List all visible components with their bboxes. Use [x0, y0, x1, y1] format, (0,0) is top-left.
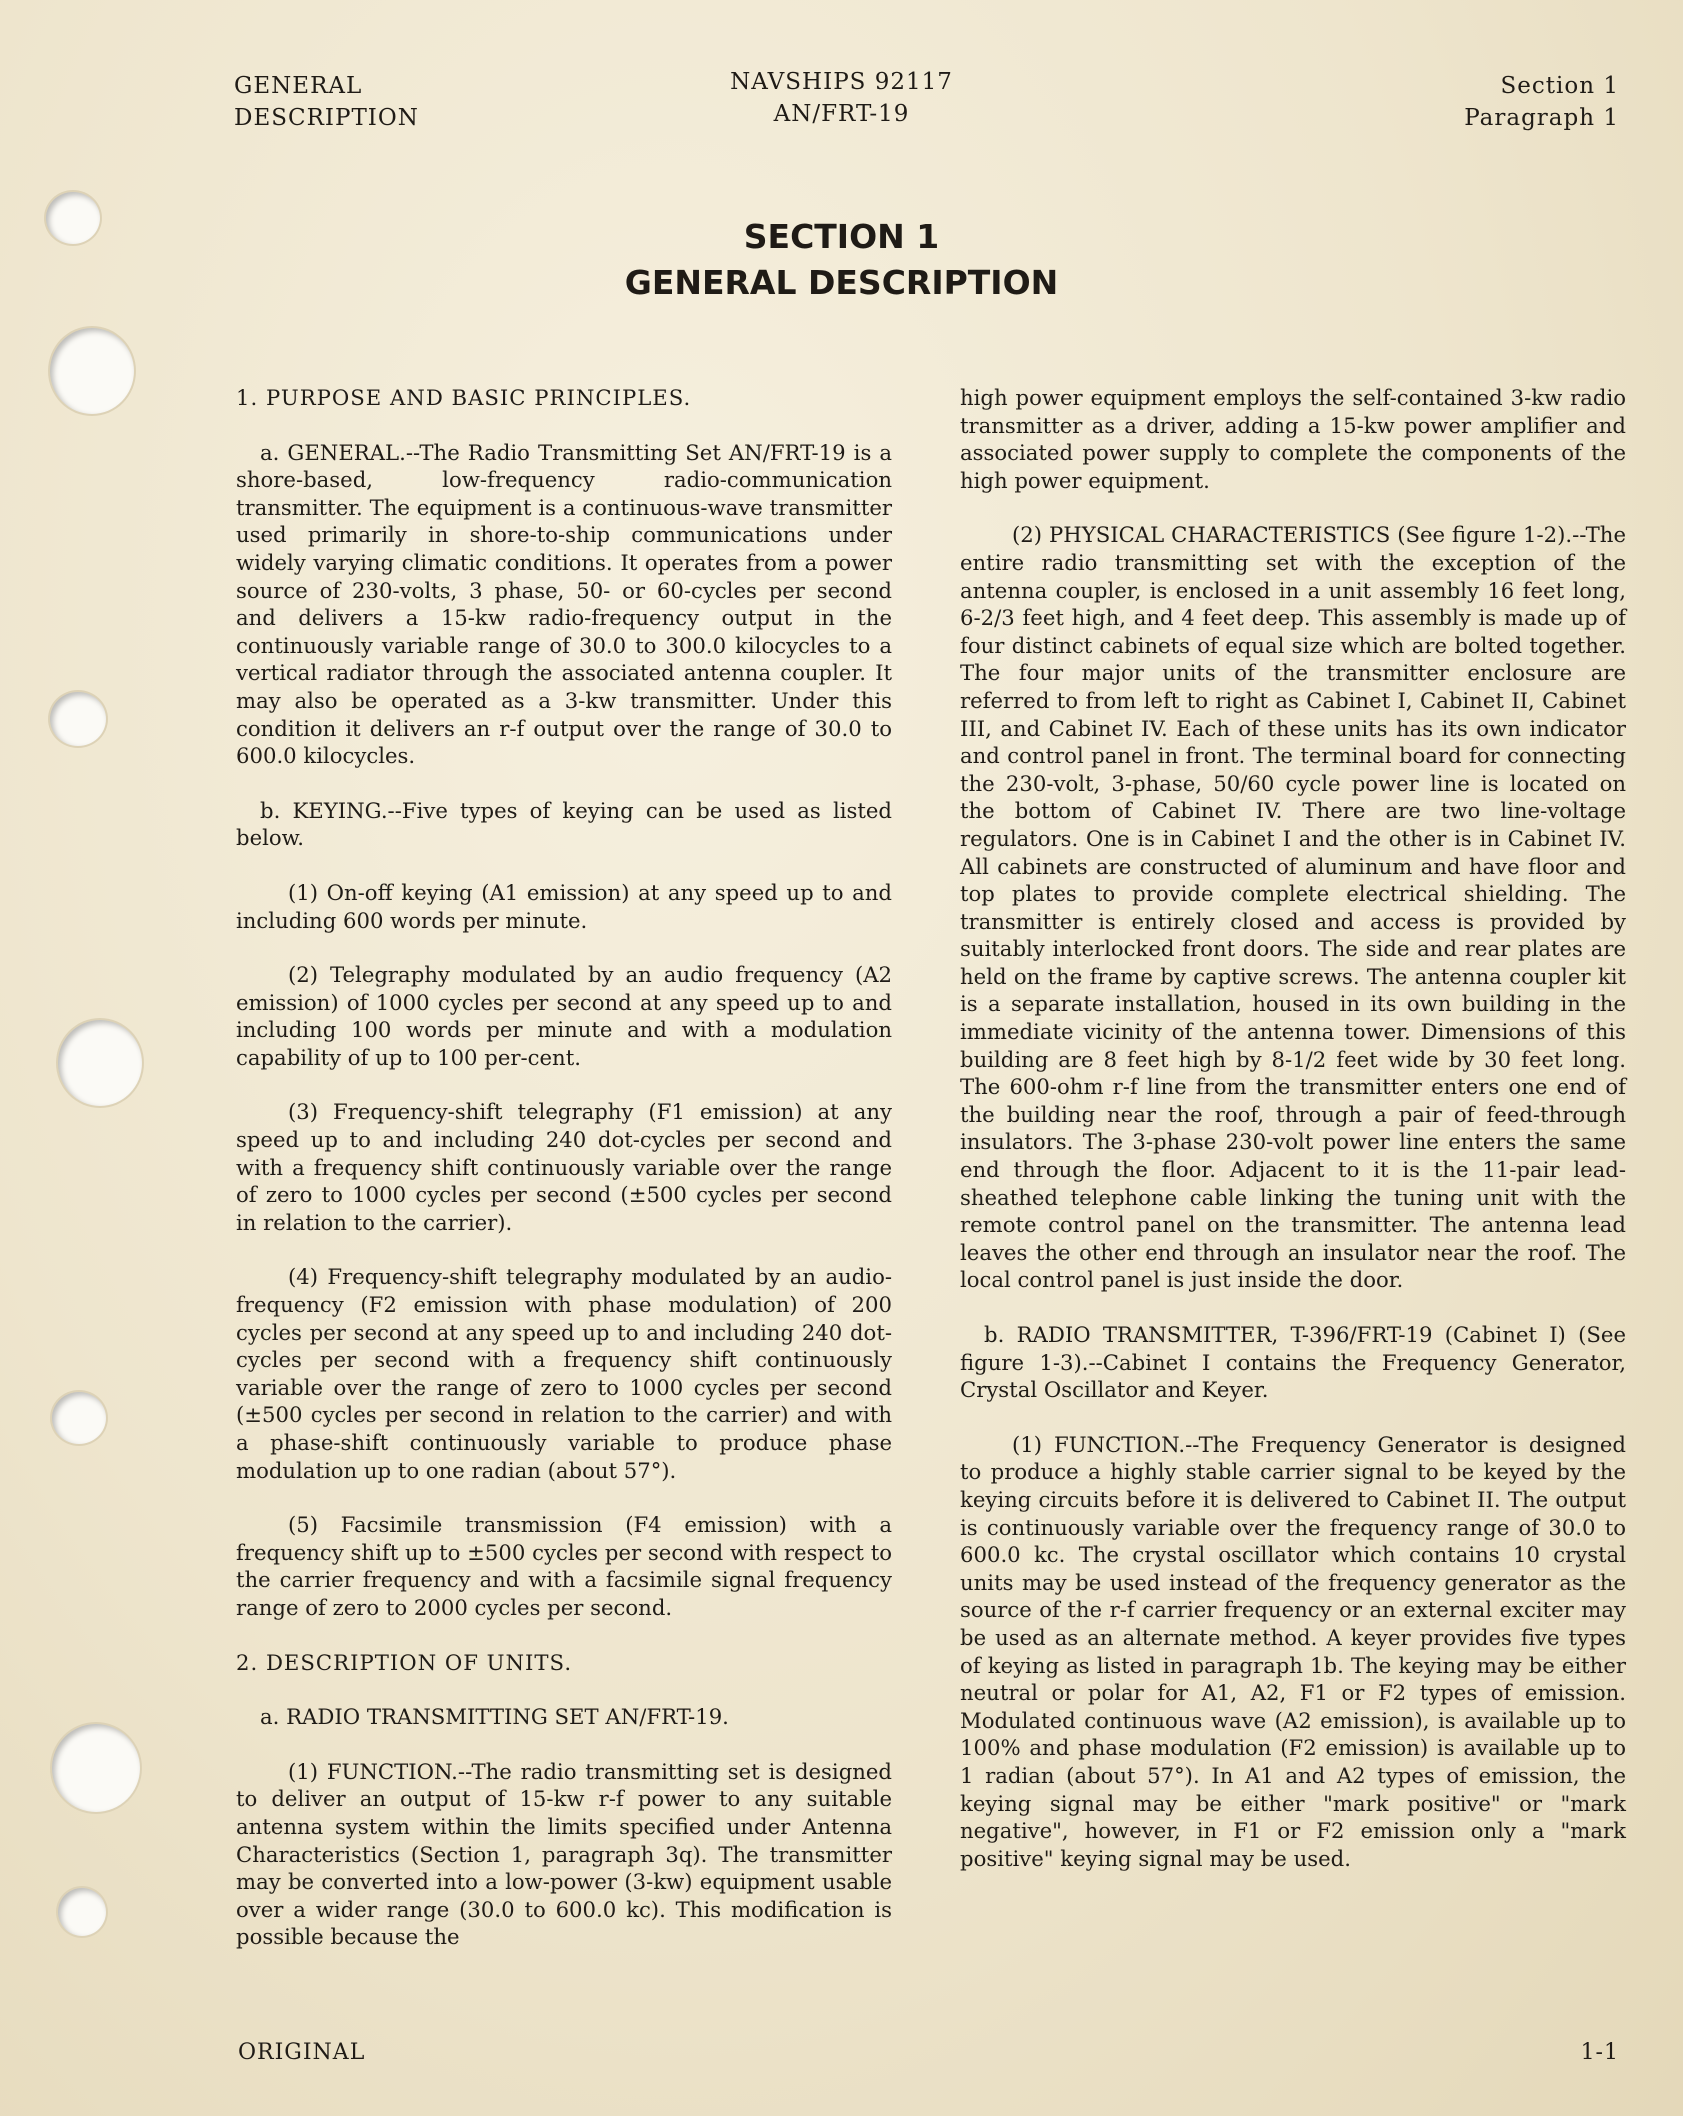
section-title: [0, 214, 1683, 306]
section-title-line1: SECTION 1: [743, 217, 940, 256]
binder-hole: [58, 1888, 106, 1936]
paragraph: high power equipment employs the self-contained 3-kw radio transmitter as a driver, adding a 15-kw power amplifier and associated power supply to complete the components of the high power equipment.: [960, 385, 1626, 493]
footer-left: ORIGINAL: [238, 2040, 366, 2065]
paragraph: b. KEYING.--Five types of keying can be used as listed below.: [236, 797, 892, 851]
paragraph: (5) Facsimile transmission (F4 emission) with a frequency shift up to ±500 cycles per second with respect to the carrier frequency and with a facsimile signal frequency range of zero to 2000 cycles per second.: [236, 1512, 892, 1620]
binder-hole: [52, 1724, 140, 1812]
paragraph: a. GENERAL.--The Radio Transmitting Set AN/FRT-19 is a shore-based, low-frequency radio-communication transmitter. The equipment is a continuous-wave transmitter used primarily in shore-to-ship communications under widely varying climatic conditions. It operates from a power source of 230-volts, 3 phase, 50- or 60-cycles per second and delivers a 15-kw radio-frequency output in the continuously variable range of 30.0 to 300.0 kilocycles to a vertical radiator through the associated antenna coupler. It may also be operated as a 3-kw transmitter. Under this condition it delivers an r-f output over the range of 30.0 to 600.0 kilocycles.: [236, 439, 892, 769]
header-center: [0, 66, 1683, 130]
paragraph: (2) Telegraphy modulated by an audio frequency (A2 emission) of 1000 cycles per second at any speed up to and including 100 words per minute and with a modulation capability of up to 100 per-cent.: [236, 962, 892, 1070]
binder-hole: [50, 692, 106, 746]
binder-hole: [52, 1392, 106, 1444]
header-center-line1: NAVSHIPS 92117: [730, 69, 953, 95]
header-right-line1: Section 1: [1500, 73, 1619, 99]
header-left-line1: GENERAL: [234, 73, 363, 99]
paragraph: (3) Frequency-shift telegraphy (F1 emission) at any speed up to and including 240 dot-cycles per second and with a frequency shift continuously variable over the range of zero to 1000 cycles per second (±500 cycles per second in relation to the carrier).: [236, 1099, 892, 1235]
paragraph: (4) Frequency-shift telegraphy modulated by an audio-frequency (F2 emission with phase modulation) of 200 cycles per second at any speed up to and including 240 dot-cycles per second with a frequency shift continuously variable over the range of zero to 1000 cycles per second (±500 cycles per second in relation to the carrier) and with a phase-shift continuously variable to produce phase modulation up to one radian (about 57°).: [236, 1264, 892, 1483]
left-column: [236, 384, 892, 1978]
paragraph: (1) FUNCTION.--The radio transmitting set is designed to deliver an output of 15-kw r-f power to any suitable antenna system within the limits specified under Antenna Characteristics (Section 1, paragraph 3q). The transmitter may be converted into a low-power (3-kw) equipment usable over a wider range (30.0 to 600.0 kc). This modification is possible because the: [236, 1758, 892, 1950]
paragraph-heading: 2. DESCRIPTION OF UNITS.: [236, 1649, 573, 1675]
paragraph: (1) On-off keying (A1 emission) at any speed up to and including 600 words per minute.: [236, 879, 892, 933]
right-column: [960, 384, 1626, 1899]
header-right: [1464, 70, 1619, 134]
section-title-line2: GENERAL DESCRIPTION: [624, 263, 1059, 302]
paragraph: (1) FUNCTION.--The Frequency Generator is designed to produce a highly stable carrier signal to be keyed by the keying circuits before it is delivered to Cabinet II. The output is continuously variable over the frequency range of 30.0 to 600.0 kc. The crystal oscillator which contains 10 crystal units may be used instead of the frequency generator as the source of the r-f carrier frequency or an external exciter may be used as an alternate method. A keyer provides five types of keying as listed in paragraph 1b. The keying may be either neutral or polar for A1, A2, F1 or F2 types of emission. Modulated continuous wave (A2 emission), is available up to 100% and phase modulation (F2 emission) is available up to 1 radian (about 57°). In A1 and A2 types of emission, the keying signal may be either "mark positive" or "mark negative", however, in F1 or F2 emission only a "mark positive" keying signal may be used.: [960, 1431, 1626, 1871]
binder-hole: [58, 1020, 142, 1106]
header-right-line2: Paragraph 1: [1464, 105, 1619, 131]
paragraph-heading: 1. PURPOSE AND BASIC PRINCIPLES.: [236, 385, 692, 410]
paragraph: b. RADIO TRANSMITTER, T-396/FRT-19 (Cabinet I) (See figure 1-3).--Cabinet I contains the Frequency Generator, Crystal Oscillator and Keyer.: [960, 1322, 1626, 1403]
paragraph-subheading: a. RADIO TRANSMITTING SET AN/FRT-19.: [260, 1704, 729, 1730]
header-center-line2: AN/FRT-19: [773, 101, 910, 127]
binder-hole: [50, 328, 134, 414]
page-number: 1-1: [1580, 2040, 1619, 2065]
header-left-line2: DESCRIPTION: [234, 105, 419, 131]
paragraph: (2) PHYSICAL CHARACTERISTICS (See figure 1-2).--The entire radio transmitting set with the exception of the antenna coupler, is enclosed in a unit assembly 16 feet long, 6-2/3 feet high, and 4 feet deep. This assembly is made up of four distinct cabinets of equal size which are bolted together. The four major units of the transmitter enclosure are referred to from left to right as Cabinet I, Cabinet II, Cabinet III, and Cabinet IV. Each of these units has its own indicator and control panel in front. The terminal board for connecting the 230-volt, 3-phase, 50/60 cycle power line is located on the bottom of Cabinet IV. There are two line-voltage regulators. One is in Cabinet I and the other is in Cabinet IV. All cabinets are constructed of aluminum and have floor and top plates to provide complete electrical shielding. The transmitter is entirely closed and access is provided by suitably interlocked front doors. The side and rear plates are held on the frame by captive screws. The antenna coupler kit is a separate installation, housed in its own building in the immediate vicinity of the antenna tower. Dimensions of this building are 8 feet high by 8-1/2 feet wide by 30 feet long. The 600-ohm r-f line from the transmitter enters one end of the building near the roof, through a pair of feed-through insulators. The 3-phase 230-volt power line enters the same end through the floor. Adjacent to it is the 11-pair lead-sheathed telephone cable linking the tuning unit with the remote control panel on the transmitter. The antenna lead leaves the other end through an insulator near the roof. The local control panel is just inside the door.: [960, 522, 1626, 1293]
